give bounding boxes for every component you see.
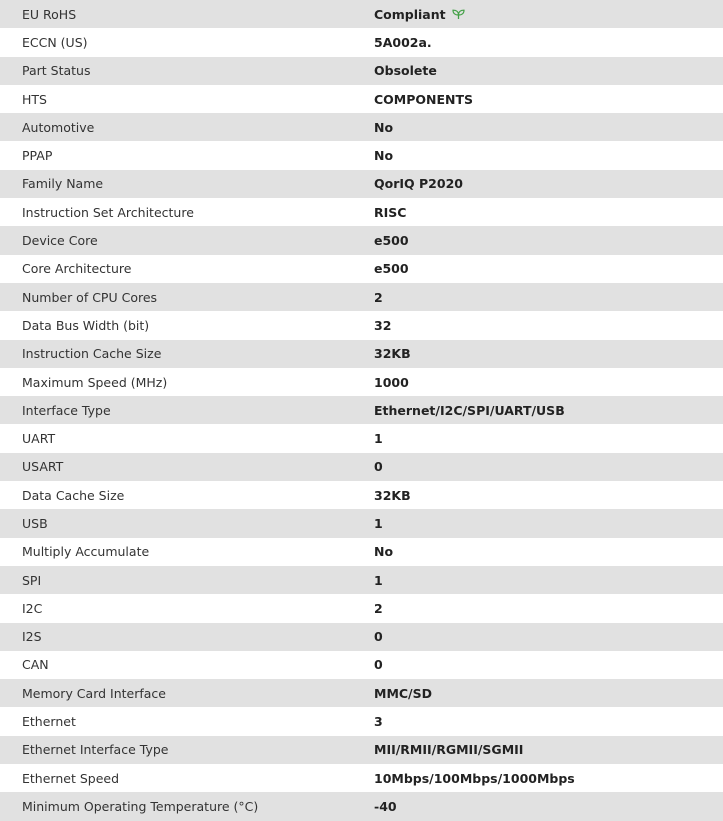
attribute-name: SPI [0, 566, 374, 594]
table-row [0, 396, 723, 424]
attribute-name: Automotive [0, 113, 374, 141]
table-row [0, 141, 723, 169]
attribute-name: Interface Type [0, 396, 374, 424]
attribute-value: No [374, 148, 394, 164]
attribute-value-cell [374, 85, 723, 113]
attribute-value-cell [374, 538, 723, 566]
attribute-value-cell [374, 368, 723, 396]
table-row [0, 481, 723, 509]
attribute-name: Instruction Set Architecture [0, 198, 374, 226]
table-row [0, 736, 723, 764]
attribute-value-cell [374, 340, 723, 368]
attribute-value: 3 [374, 714, 383, 730]
attribute-name: Data Cache Size [0, 481, 374, 509]
attribute-value-cell [374, 0, 723, 28]
attribute-value: No [374, 119, 394, 135]
table-row [0, 226, 723, 254]
attribute-name: Multiply Accumulate [0, 538, 374, 566]
attribute-name: HTS [0, 85, 374, 113]
attribute-value-cell [374, 566, 723, 594]
table-row [0, 424, 723, 452]
attribute-value: e500 [374, 261, 409, 277]
attribute-name: Maximum Speed (MHz) [0, 368, 374, 396]
attribute-value-cell [374, 623, 723, 651]
table-row [0, 0, 723, 28]
attribute-name: Number of CPU Cores [0, 283, 374, 311]
attribute-value-cell [374, 764, 723, 792]
attribute-value: COMPONENTS [374, 91, 474, 107]
table-row [0, 623, 723, 651]
attribute-value-cell [374, 707, 723, 735]
attribute-value-cell [374, 255, 723, 283]
attribute-value: 32KB [374, 487, 411, 503]
attribute-name: USB [0, 509, 374, 537]
attribute-value-cell [374, 311, 723, 339]
table-row [0, 509, 723, 537]
table-row [0, 707, 723, 735]
attribute-value: Compliant [374, 6, 446, 22]
attribute-name: Ethernet Interface Type [0, 736, 374, 764]
attribute-value: MII/RMII/RGMII/SGMII [374, 742, 524, 758]
attribute-name: ECCN (US) [0, 28, 374, 56]
attribute-value-cell [374, 509, 723, 537]
table-row [0, 311, 723, 339]
attribute-value-cell [374, 198, 723, 226]
attribute-value-cell [374, 792, 723, 820]
attribute-value: 0 [374, 629, 383, 645]
attribute-value: 1 [374, 572, 383, 588]
table-row [0, 340, 723, 368]
attribute-name: Instruction Cache Size [0, 340, 374, 368]
table-row [0, 198, 723, 226]
attribute-value: e500 [374, 233, 409, 249]
table-row [0, 764, 723, 792]
attribute-name: Memory Card Interface [0, 679, 374, 707]
table-row [0, 453, 723, 481]
table-row [0, 792, 723, 820]
attribute-value-cell [374, 594, 723, 622]
attribute-value: 32KB [374, 346, 411, 362]
attribute-value-cell [374, 396, 723, 424]
attribute-value-cell [374, 113, 723, 141]
attribute-value-cell [374, 736, 723, 764]
attribute-name: I2S [0, 623, 374, 651]
attribute-value-cell [374, 453, 723, 481]
attribute-value: 1000 [374, 374, 409, 390]
table-row [0, 170, 723, 198]
table-row [0, 57, 723, 85]
leaf-icon [452, 8, 465, 19]
attribute-value-cell [374, 424, 723, 452]
table-row [0, 368, 723, 396]
table-row [0, 255, 723, 283]
attribute-value: 2 [374, 289, 383, 305]
attribute-value-cell [374, 651, 723, 679]
attribute-value: QorIQ P2020 [374, 176, 463, 192]
attribute-value-cell [374, 679, 723, 707]
attribute-value-cell [374, 170, 723, 198]
attribute-name: Ethernet [0, 707, 374, 735]
attribute-name: EU RoHS [0, 0, 374, 28]
attribute-value: 5A002a. [374, 34, 432, 50]
attribute-value: 1 [374, 515, 383, 531]
table-row [0, 85, 723, 113]
attribute-name: Device Core [0, 226, 374, 254]
attribute-value: Obsolete [374, 63, 437, 79]
attribute-value: 10Mbps/100Mbps/1000Mbps [374, 770, 575, 786]
attribute-value: 32 [374, 317, 392, 333]
attribute-name: UART [0, 424, 374, 452]
attribute-value-cell [374, 28, 723, 56]
attribute-value-cell [374, 141, 723, 169]
table-row [0, 538, 723, 566]
attribute-name: Core Architecture [0, 255, 374, 283]
table-row [0, 594, 723, 622]
attribute-name: Ethernet Speed [0, 764, 374, 792]
attribute-value: -40 [374, 798, 397, 814]
table-row [0, 679, 723, 707]
attribute-value: Ethernet/I2C/SPI/UART/USB [374, 402, 565, 418]
attribute-value: No [374, 544, 394, 560]
table-row [0, 566, 723, 594]
attribute-value-cell [374, 481, 723, 509]
table-row [0, 651, 723, 679]
attribute-name: Data Bus Width (bit) [0, 311, 374, 339]
attribute-name: Minimum Operating Temperature (°C) [0, 792, 374, 820]
table-row [0, 283, 723, 311]
attribute-name: CAN [0, 651, 374, 679]
attribute-value-cell [374, 57, 723, 85]
attribute-value: 0 [374, 657, 383, 673]
table-row [0, 113, 723, 141]
attribute-value-cell [374, 226, 723, 254]
attribute-name: PPAP [0, 141, 374, 169]
table-row [0, 28, 723, 56]
attribute-value: 0 [374, 459, 383, 475]
attribute-value: 1 [374, 431, 383, 447]
attribute-value: RISC [374, 204, 407, 220]
attribute-value: MMC/SD [374, 685, 432, 701]
attribute-name: Family Name [0, 170, 374, 198]
attribute-name: I2C [0, 594, 374, 622]
attribute-name: USART [0, 453, 374, 481]
attribute-value-cell [374, 283, 723, 311]
attribute-name: Part Status [0, 57, 374, 85]
attribute-value: 2 [374, 600, 383, 616]
